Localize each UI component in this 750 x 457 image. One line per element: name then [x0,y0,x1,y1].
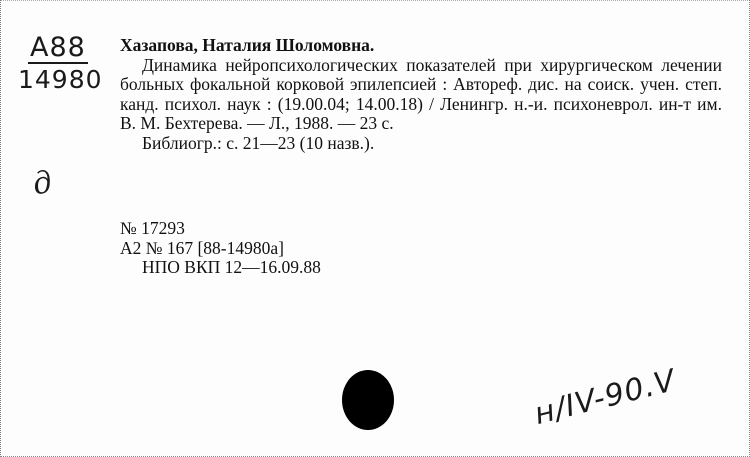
card-edge-right [745,0,750,457]
bibliography-note: Библиогр.: с. 21—23 (10 назв.). [142,132,375,153]
punch-hole [342,370,394,430]
card-edge-left [0,0,7,457]
bibliographic-entry [120,36,722,153]
registration-block [120,219,321,278]
registration-line: А2 № 167 [88-14980а] [120,237,284,258]
card-edge-top [0,0,750,6]
card-edge-bottom [0,448,750,457]
registration-date-line: НПО ВКП 12—16.09.88 [142,257,321,277]
author-heading: Хазапова, Наталия Шоломовна. [120,35,375,55]
margin-handwritten-mark: д [29,164,56,203]
bottom-handwritten-mark: н/IV-90.V [530,363,680,432]
title-description: Динамика нейропсихологических показателей при хирургическом лечении больных фокальной корковой эпилепсией : Автореф. дис. на соиск. учен. степ. канд. психол. наук : (19.00.04; 14.00.18) / Ленингр. н.-и. психоневрол. ин-т им. В. М. Бехтерева. — Л., 1988. — 23 с. [120,54,722,133]
registration-number: № 17293 [120,218,185,238]
shelf-code: A88 [30,32,86,63]
inventory-number: 14980 [18,65,103,94]
